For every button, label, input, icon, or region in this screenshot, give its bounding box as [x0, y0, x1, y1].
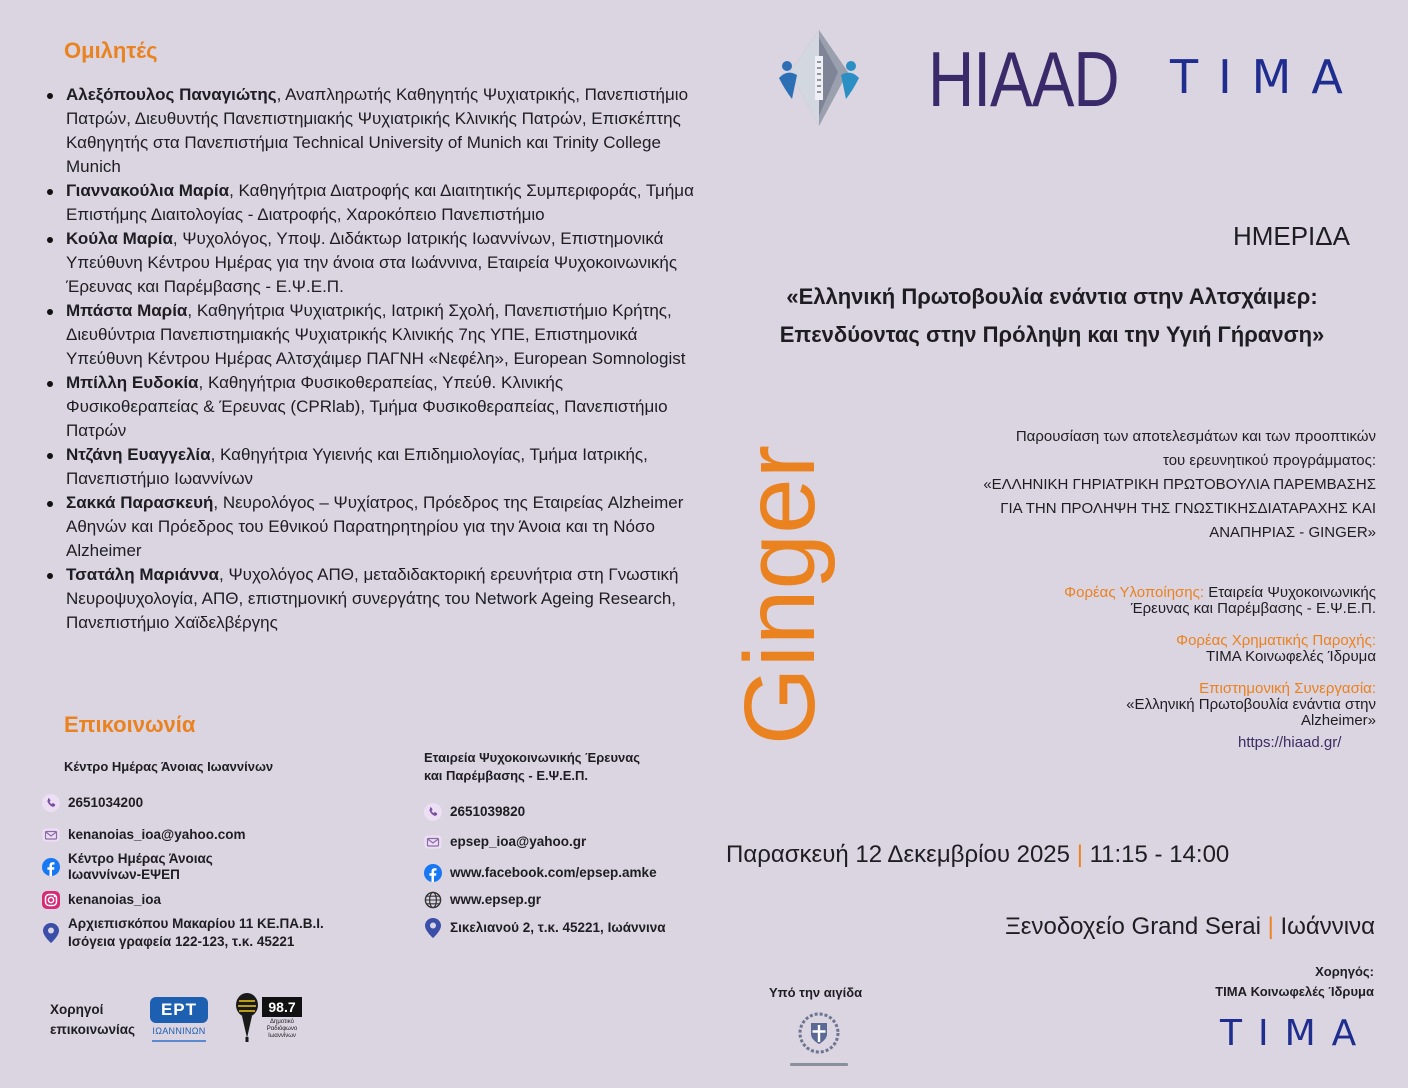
speaker-item [66, 179, 694, 227]
speaker-details: , Νευρολόγος – Ψυχίατρος, Πρόεδρος της Εταιρείας Alzheimer Αθηνών και Πρόεδρος του Εθνικού Παρατηρητηρίου για την Άνοια και τη Νόσο Alzheimer [66, 493, 684, 560]
facebook-line: Ιωαννίνων-ΕΨΕΠ [68, 867, 180, 882]
event-title-line: Επενδύοντας στην Πρόληψη και την Υγιή Γήρανση» [779, 322, 1325, 347]
separator: | [1076, 841, 1083, 868]
hiaad-logo: HIAAD [928, 35, 1119, 123]
speaker-name: Μπάστα Μαρία [66, 301, 188, 320]
event-title-line: «Ελληνική Πρωτοβουλία ενάντια στην Αλτσχάιμερ: [786, 284, 1318, 309]
implementing-body [1064, 585, 1376, 617]
speaker-details: , Ψυχολόγος, Υποψ. Διδάκτωρ Ιατρικής Ιωαννίνων, Επιστημονικά Υπεύθυνη Κέντρου Ημέρας για την άνοια στα Ιωάννινα, Εταιρεία Ψυχοκοινωνικής Έρευνας και Παρέμβασης - Ε.Ψ.Ε.Π. [66, 229, 678, 296]
implementing-body-value: Εταιρεία Ψυχοκοινωνικής [1208, 584, 1376, 601]
speaker-item [66, 563, 694, 635]
contact-heading: Επικοινωνία [64, 712, 196, 737]
speaker-details: , Καθηγήτρια Ψυχιατρικής, Ιατρική Σχολή, Πανεπιστήμιο Κρήτης, Διευθύντρια Πανεπιστημιακής Ψυχιατρικής Κλινικής 7ης ΥΠΕ, Επιστημονικά Υπεύθυνη Κέντρου Ημέρας Αλτσχάιμερ ΠΑΓΝΗ «Νεφέλη», European Somnologist [66, 301, 686, 368]
facebook-page-name[interactable] [68, 851, 213, 883]
sponsor-name: ΤΙΜΑ Κοινωφελές Ίδρυμα [1215, 984, 1374, 999]
media-label-line: Χορηγοί [50, 1002, 104, 1017]
email-icon [424, 833, 442, 851]
speaker-name: Ντζάνη Ευαγγελία [66, 445, 211, 464]
epsep-title [424, 749, 640, 785]
day-center-facebook [42, 851, 213, 883]
speaker-item [66, 227, 694, 299]
description-line: ΓΙΑ ΤΗΝ ΠΡΟΛΗΨΗ ΤΗΣ ΓΝΩΣΤΙΚΗΣΔΙΑΤΑΡΑΧΗΣ ΚΑΙ [1000, 500, 1376, 517]
speaker-item [66, 299, 694, 371]
scientific-collaboration-value: Alzheimer» [1300, 712, 1376, 729]
address-text [68, 915, 324, 951]
epsep-title-line: Εταιρεία Ψυχοκοινωνικής Έρευνας [424, 750, 641, 765]
epsep-phone [424, 803, 525, 821]
speaker-name: Μπίλλη Ευδοκία [66, 373, 199, 392]
location-pin-icon [425, 918, 442, 938]
event-type: ΗΜΕΡΙΔΑ [1232, 221, 1350, 251]
description-line: ΑΝΑΠΗΡΙΑΣ - GINGER» [1209, 524, 1376, 541]
radio-logo [233, 993, 303, 1045]
speaker-name: Αλεξόπουλος Παναγιώτης [66, 85, 277, 104]
event-time: 11:15 - 14:00 [1089, 841, 1230, 868]
day-center-title: Κέντρο Ημέρας Άνοιας Ιωαννίνων [64, 759, 274, 774]
website-link[interactable]: www.epsep.gr [450, 892, 542, 907]
auspices-label: Υπό την αιγίδα [769, 985, 863, 1000]
speaker-item [66, 371, 694, 443]
ert-logo [150, 997, 208, 1042]
phone-icon [424, 803, 442, 821]
speaker-item [66, 83, 694, 179]
phone-number: 2651034200 [68, 795, 144, 810]
radio-name [262, 1019, 302, 1040]
day-center-instagram [42, 891, 161, 909]
epsep-address [425, 918, 666, 938]
venue-city: Ιωάννινα [1280, 913, 1375, 940]
email-address[interactable]: epsep_ioa@yahoo.gr [450, 834, 587, 849]
email-icon [42, 826, 60, 844]
venue-name: Ξενοδοχείο Grand Serai [1005, 913, 1261, 940]
epsep-title-line: και Παρέμβασης - Ε.Ψ.Ε.Π. [424, 768, 589, 783]
project-name-vertical: Ginger [724, 444, 836, 746]
day-center-address [43, 915, 324, 951]
project-diamond-logo [776, 30, 862, 126]
instagram-handle[interactable]: kenanoias_ioa [68, 892, 162, 907]
speaker-name: Γιαννακούλια Μαρία [66, 181, 230, 200]
funding-body [1176, 633, 1376, 665]
speaker-item [66, 443, 694, 491]
coat-of-arms-icon [797, 1011, 841, 1055]
scientific-collaboration-label: Επιστημονική Συνεργασία: [1199, 680, 1376, 697]
description-line: Παρουσίαση των αποτελεσμάτων και των προοπτικών [1015, 428, 1376, 445]
speaker-details: , Ψυχολόγος ΑΠΘ, μεταδιδακτορική ερευνήτρια στη Γνωστική Νευροψυχολογία, ΑΠΘ, επιστημονική συνεργάτης του Network Ageing Research, Πανεπιστήμιο Χαϊδελβέργης [66, 565, 679, 632]
radio-name-line: Δημοτικό [269, 1019, 295, 1025]
ert-logo-mark: ΕΡΤ [150, 997, 208, 1023]
separator: | [1267, 913, 1274, 940]
facebook-icon [424, 864, 442, 882]
ert-logo-underline [152, 1040, 206, 1042]
event-date-time [726, 840, 1229, 870]
facebook-line: Κέντρο Ημέρας Άνοιας [68, 851, 213, 866]
phone-icon [42, 794, 60, 812]
speaker-details: , Καθηγήτρια Υγιεινής και Επιδημιολογίας, Τμήμα Ιατρικής, Πανεπιστήμιο Ιωαννίνων [66, 445, 648, 488]
hiaad-website-link[interactable]: https://hiaad.gr/ [1238, 734, 1342, 751]
instagram-icon [42, 891, 60, 909]
description-line: «ΕΛΛΗΝΙΚΗ ΓΗΡΙΑΤΡΙΚΗ ΠΡΩΤΟΒΟΥΛΙΑ ΠΑΡΕΜΒΑΣΗΣ [983, 476, 1376, 493]
description-line: του ερευνητικού προγράμματος: [1162, 452, 1376, 469]
ert-logo-city: ΙΩΑΝΝΙΝΩΝ [152, 1026, 206, 1036]
scientific-collaboration [1126, 681, 1376, 729]
sponsor-tima-logo: ΤΙΜΑ [1220, 1013, 1373, 1054]
facebook-link[interactable]: www.facebook.com/epsep.amke [450, 865, 657, 880]
address-line: Αρχιεπισκόπου Μακαρίου 11 ΚΕ.ΠΑ.Β.Ι. [68, 916, 324, 931]
speaker-name: Σακκά Παρασκευή [66, 493, 214, 512]
media-label-line: επικοινωνίας [50, 1022, 136, 1037]
epsep-facebook [424, 864, 657, 882]
speaker-name: Κούλα Μαρία [66, 229, 173, 248]
sponsor-label: Χορηγός: [1315, 964, 1374, 979]
address-text: Σικελιανού 2, τ.κ. 45221, Ιωάννινα [450, 920, 666, 935]
scientific-collaboration-value: «Ελληνική Πρωτοβουλία ενάντια στην [1126, 696, 1376, 713]
speaker-details: , Καθηγήτρια Φυσικοθεραπείας, Υπεύθ. Κλινικής Φυσικοθεραπείας & Έρευνας (CPRlab), Τμήμα Φυσικοθεραπείας, Πανεπιστήμιο Πατρών [66, 373, 668, 440]
implementing-body-value: Έρευνας και Παρέμβασης - Ε.Ψ.Ε.Π. [1130, 600, 1376, 617]
address-line: Ισόγεια γραφεία 122-123, τ.κ. 45221 [68, 934, 295, 949]
day-center-email [42, 826, 245, 844]
speaker-details: , Αναπληρωτής Καθηγητής Ψυχιατρικής, Πανεπιστήμιο Πατρών, Διευθυντής Πανεπιστημιακής Ψυχιατρικής Κλινικής Πατρών, Επισκέπτης Καθηγητής στα Πανεπιστήμια Technical University of Munich και Trinity College Munich [66, 85, 689, 176]
location-pin-icon [43, 923, 60, 943]
event-date: Παρασκευή 12 Δεκεμβρίου 2025 [726, 841, 1071, 868]
epsep-website [424, 891, 541, 909]
phone-number: 2651039820 [450, 804, 526, 819]
globe-icon [424, 891, 442, 909]
radio-name-line: Ιωαννίνων [268, 1033, 296, 1039]
tima-logo: ΤΙΜΑ [1170, 50, 1363, 104]
emblem-caption-mark [790, 1063, 848, 1066]
email-address[interactable]: kenanoias_ioa@yahoo.com [68, 827, 246, 842]
speakers-list [66, 83, 694, 635]
speakers-heading: Ομιλητές [64, 38, 158, 63]
funding-body-value: ΤΙΜΑ Κοινωφελές Ίδρυμα [1205, 648, 1376, 665]
day-center-phone [42, 794, 143, 812]
radio-name-line: Ραδιόφωνο [266, 1026, 298, 1032]
epsep-email [424, 833, 586, 851]
facebook-icon [42, 858, 60, 876]
sponsor [1215, 962, 1374, 1002]
funding-body-label: Φορέας Χρηματικής Παροχής: [1176, 632, 1376, 649]
microphone-icon [233, 993, 261, 1043]
speaker-item [66, 491, 694, 563]
event-venue [1005, 912, 1375, 942]
event-description [983, 425, 1376, 545]
implementing-body-label: Φορέας Υλοποίησης: [1064, 584, 1205, 601]
media-sponsors-label [50, 1000, 135, 1040]
radio-frequency: 98.7 [262, 997, 302, 1017]
speaker-name: Τσατάλη Μαριάννα [66, 565, 219, 584]
speaker-details: , Καθηγήτρια Διατροφής και Διαιτητικής Συμπεριφοράς, Τμήμα Επιστήμης Διαιτολογίας - Διατροφής, Χαροκόπειο Πανεπιστήμιο [66, 181, 694, 224]
event-title [730, 278, 1374, 354]
